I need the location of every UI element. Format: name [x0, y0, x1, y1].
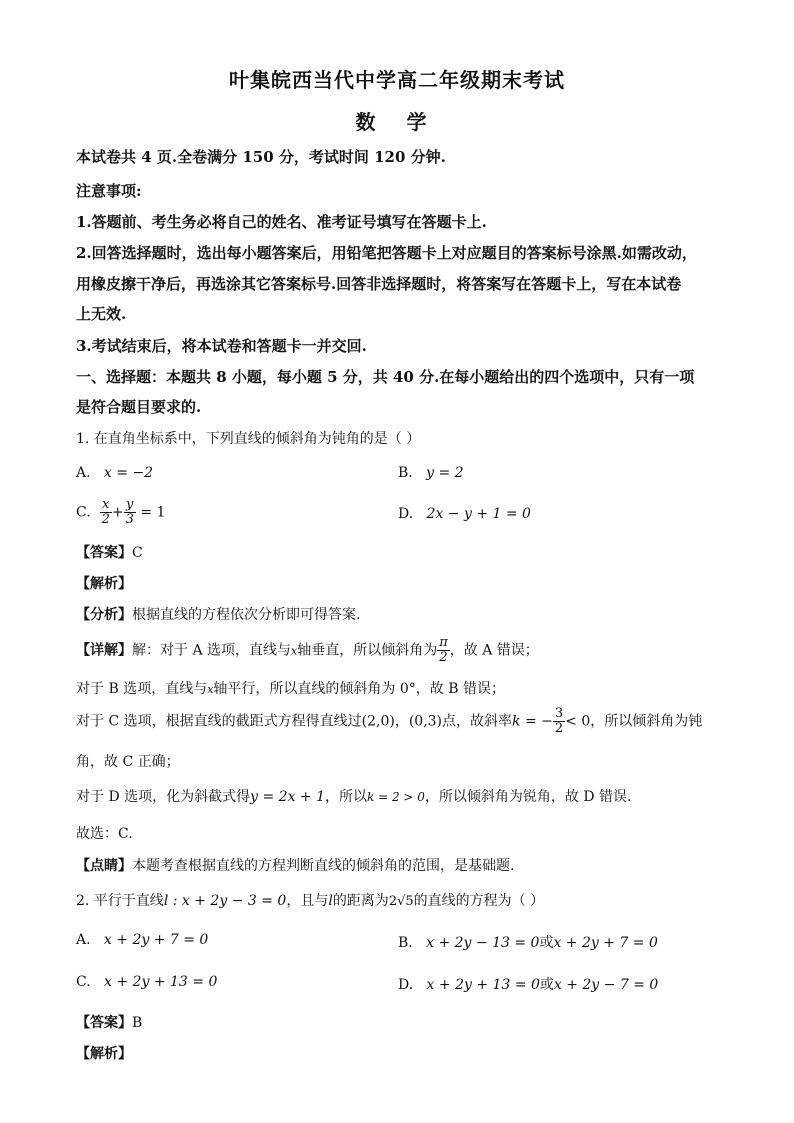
option-text: 2x − y + 1 = 0 — [426, 506, 531, 522]
fraction — [553, 707, 565, 736]
note-2b: 用橡皮擦干净后，再选涂其它答案标号.回答非选择题时，将答案写在答题卡上，写在本试卷 — [76, 275, 682, 293]
q1-detail-line-4: 角，故 C 正确； — [76, 754, 180, 770]
text: ，故 A 错误； — [449, 642, 539, 659]
denominator: 2 — [101, 512, 110, 527]
option-text: x + 2y − 7 = 0 — [553, 977, 659, 993]
analysis-tag: 【解析】 — [76, 1046, 132, 1062]
option-label: B. — [398, 465, 413, 481]
option-text: x + 2y − 13 = 0 — [426, 935, 540, 951]
text: 对于 C 选项，根据直线的截距式方程得直线过 — [76, 713, 362, 730]
section-1-heading-b: 是符合题目要求的. — [76, 398, 202, 416]
q2-stem — [76, 890, 544, 910]
section-1-heading-a: 一、选择题：本题共 8 小题，每小题 5 分，共 40 分.在每小题给出的四个选项中，只有一项 — [76, 368, 695, 386]
point: (2,0) — [361, 713, 395, 730]
text: 点，故斜率 — [442, 713, 513, 730]
numerator: 3 — [554, 706, 564, 721]
text: ，所以倾斜角为钝 — [590, 713, 703, 730]
equation: y = 2x + 1 — [250, 789, 326, 805]
text: ， — [394, 713, 409, 730]
option-label: A. — [76, 932, 91, 948]
note-2a: 2.回答选择题时，选出每小题答案后，用铅笔把答题卡上对应题目的答案标号涂黑.如需改动， — [76, 244, 697, 262]
line-equation: l : x + 2y − 3 = 0 — [163, 893, 287, 909]
fraction — [100, 498, 112, 527]
q2-answer — [76, 1012, 142, 1032]
notice-heading: 注意事项: — [76, 182, 142, 200]
option-label: C. — [76, 974, 91, 990]
q1-option-c — [76, 498, 165, 527]
fraction — [124, 498, 136, 527]
text: 的距离为 — [332, 893, 389, 909]
option-label: D. — [398, 977, 414, 993]
line-l: l — [328, 893, 333, 909]
option-label: B. — [398, 935, 413, 951]
option-text: x + 2y + 13 = 0 — [104, 974, 218, 990]
q1-detail-line-3 — [76, 707, 702, 736]
note-3: 3.考试结束后，将本试卷和答题卡一并交回. — [76, 337, 367, 355]
option-label: A. — [76, 465, 91, 481]
q1-detail-line-5 — [76, 786, 632, 806]
q1-detail-line-2 — [76, 678, 505, 698]
option-text: x + 2y + 7 = 0 — [103, 932, 209, 948]
q1-comment — [76, 855, 514, 875]
or-text: 或 — [539, 935, 554, 951]
text: 2. 平行于直线 — [76, 893, 164, 909]
denominator: 3 — [125, 512, 134, 527]
option-text: x = −2 — [103, 465, 154, 481]
math-x: x — [207, 683, 214, 696]
exam-title: 叶集皖西当代中学高二年级期末考试 — [229, 68, 565, 92]
note-1: 1.答题前、考生务必将自己的姓名、准考证号填写在答题卡上. — [76, 213, 487, 231]
q1-analysis-tag — [76, 573, 132, 593]
q1-option-d — [398, 506, 531, 522]
detail-tag: 【详解】 — [76, 642, 132, 659]
option-label: D. — [398, 506, 414, 522]
comment-text: 本题考查根据直线的方程判断直线的倾斜角的范围，是基础题. — [132, 858, 515, 874]
answer-value: B — [132, 1015, 143, 1031]
fraction — [437, 636, 450, 665]
text: 轴平行，所以直线的倾斜角为 0°，故 B 错误； — [213, 681, 505, 697]
q1-fenxi — [76, 604, 360, 624]
or-text: 或 — [539, 977, 554, 993]
numerator: x — [100, 498, 112, 513]
q2-option-d — [398, 974, 658, 994]
subject-title: 数 学 — [355, 110, 439, 134]
text: 对于 B 选项，直线与 — [76, 681, 208, 697]
text: 轴垂直，所以倾斜角为 — [297, 642, 438, 659]
distance: 2√5 — [388, 894, 414, 909]
option-text: x + 2y + 7 = 0 — [553, 935, 658, 951]
comment-tag: 【点睛】 — [76, 858, 132, 874]
q1-option-b — [398, 465, 464, 481]
point: (0,3) — [408, 713, 443, 730]
inequality: < 0 — [565, 713, 591, 730]
option-label: C. — [76, 504, 91, 521]
answer-value: C — [132, 545, 143, 561]
text: ，所以倾斜角为锐角，故 D 错误. — [424, 789, 632, 805]
option-text: y = 2 — [426, 465, 464, 481]
text: ，且与 — [286, 893, 329, 909]
q2-option-c — [76, 974, 217, 990]
numerator: π — [439, 635, 448, 650]
q1-answer — [76, 542, 143, 562]
q1-detail-line-1 — [76, 636, 539, 665]
denominator: 2 — [439, 650, 448, 665]
equation-rhs: = 1 — [140, 504, 166, 521]
text: 的直线的方程为（ ） — [413, 893, 545, 909]
fenxi-text: 根据直线的方程依次分析即可得答案. — [132, 607, 361, 623]
q1-option-a — [76, 465, 153, 481]
intro-line: 本试卷共 4 页.全卷满分 150 分，考试时间 120 分钟. — [76, 148, 446, 166]
q2-option-a — [76, 932, 208, 948]
answer-tag: 【答案】 — [76, 545, 132, 561]
fenxi-tag: 【分析】 — [76, 607, 132, 623]
numerator: y — [124, 498, 136, 513]
denominator: 2 — [554, 721, 564, 736]
q2-option-b — [398, 932, 658, 952]
answer-tag: 【答案】 — [76, 1015, 132, 1031]
math-x: x — [291, 644, 298, 658]
text: 对于 D 选项，化为斜截式得 — [76, 789, 251, 805]
option-text: x + 2y + 13 = 0 — [426, 977, 540, 993]
plus-sign: + — [111, 504, 124, 521]
analysis-tag: 【解析】 — [76, 576, 132, 592]
q1-choose: 故选：C. — [76, 826, 133, 842]
slope-expr: k = − — [512, 713, 553, 730]
text: 解：对于 A 选项，直线与 — [132, 642, 292, 659]
q2-analysis-tag — [76, 1043, 132, 1063]
q1-stem: 1. 在直角坐标系中，下列直线的倾斜角为钝角的是（ ） — [76, 431, 421, 447]
inequality: k = 2 > 0 — [367, 790, 425, 804]
note-2c: 上无效. — [76, 305, 127, 323]
text: ，所以 — [325, 789, 368, 805]
